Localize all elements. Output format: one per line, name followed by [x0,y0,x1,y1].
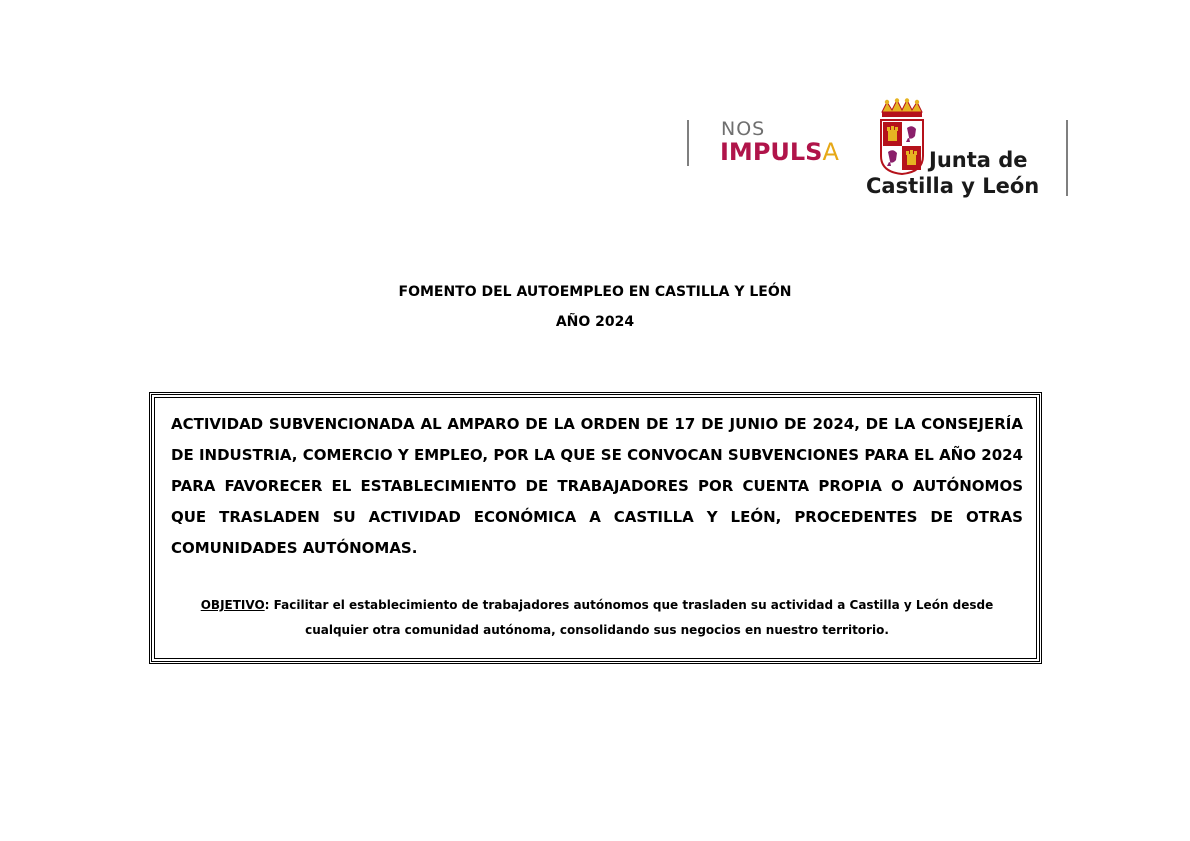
subsidy-description: ACTIVIDAD SUBVENCIONADA AL AMPARO DE LA ORDEN DE 17 DE JUNIO DE 2024, DE LA CONSEJERÍA DE INDUSTRIA, COMERCIO Y EMPLEO, POR LA QUE SE CONVOCAN SUBVENCIONES PARA EL AÑO 2024 PARA FAVORECER EL ESTABLECIMIENTO DE TRABAJADORES POR CUENTA PROPIA O AUTÓNOMOS QUE TRASLADEN SU ACTIVIDAD ECONÓMICA A CASTILLA Y LEÓN, PROCEDENTES DE OTRAS COMUNIDADES AUTÓNOMAS. [171,415,1023,557]
nos-impulsa-logo-top: NOS [721,118,766,140]
logo-divider-left [687,120,689,166]
logo-divider-right [1066,120,1068,196]
objective-paragraph [171,593,1023,643]
document-title: FOMENTO DEL AUTOEMPLEO EN CASTILLA Y LEÓN [398,284,792,300]
objective-text: : Facilitar el establecimiento de trabajadores autónomos que trasladen su actividad a Castilla y León desde cualquier otra comunidad autónoma, consolidando sus negocios en nuestro territorio. [264,598,994,637]
junta-logo-line1: Junta de [929,148,1028,172]
castilla-leon-crest-icon [879,98,925,176]
nos-impulsa-logo-bottom: IMPULSA [720,138,839,166]
subsidy-notice-box [149,392,1042,664]
header-logos [686,96,1070,202]
document-year: AÑO 2024 [555,314,635,330]
junta-logo-line2: Castilla y León [866,174,1040,198]
objective-label: OBJETIVO [200,598,265,612]
